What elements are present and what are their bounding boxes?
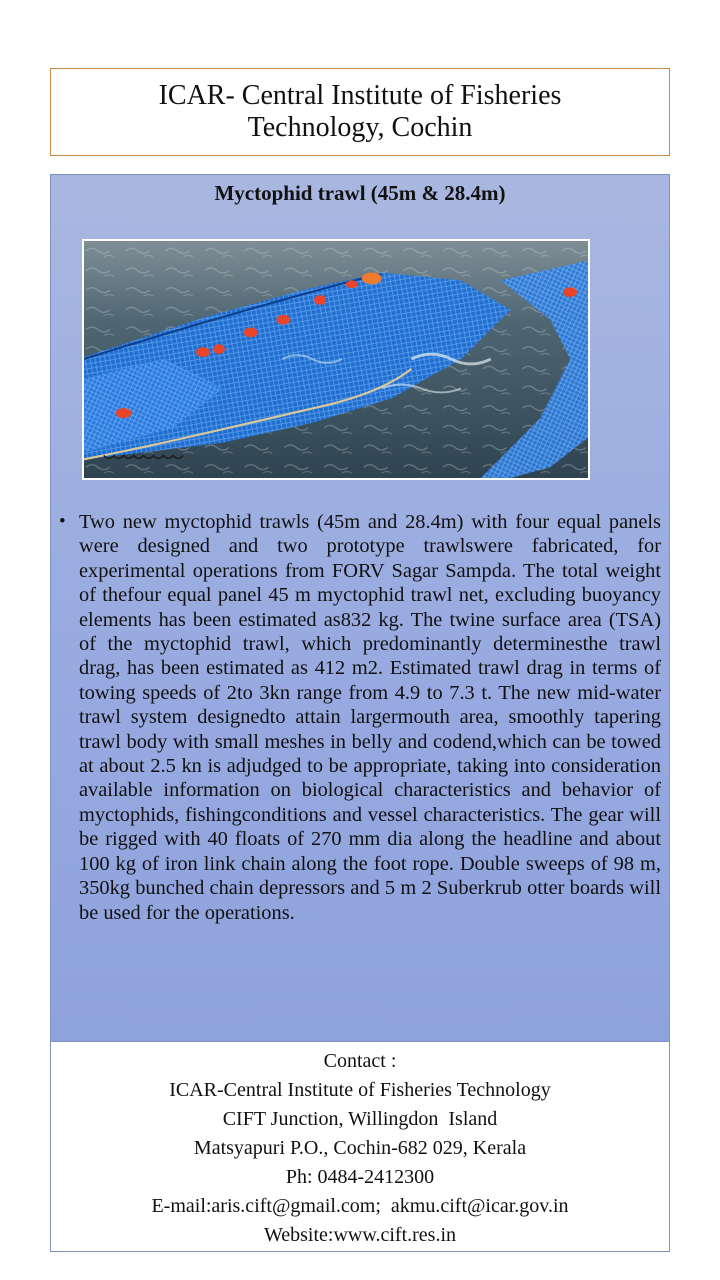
contact-phone: Ph: 0484-2412300 xyxy=(285,1166,435,1188)
description-bullet xyxy=(59,510,661,925)
contact-address-line2: Matsyapuri P.O., Cochin-682 029, Kerala xyxy=(193,1137,527,1159)
contact-email: E-mail:aris.cift@gmail.com; akmu.cift@icar.gov.in xyxy=(151,1195,569,1217)
header-title-line1: ICAR- Central Institute of Fisheries xyxy=(158,80,562,111)
contact-address-line1: CIFT Junction, Willingdon Island xyxy=(222,1108,498,1130)
contact-org: ICAR-Central Institute of Fisheries Technology xyxy=(169,1079,551,1101)
header-title-box xyxy=(50,68,670,156)
content-panel xyxy=(50,174,670,1042)
trawl-net-photo xyxy=(82,239,590,480)
panel-heading: Myctophid trawl (45m & 28.4m) xyxy=(214,181,506,205)
contact-label: Contact : xyxy=(323,1050,397,1072)
trawl-net-illustration xyxy=(84,241,588,478)
bullet-dot: • xyxy=(59,511,66,532)
header-title-line2: Technology, Cochin xyxy=(247,112,473,143)
contact-website: Website:www.cift.res.in xyxy=(263,1224,457,1246)
description-text: Two new myctophid trawls (45m and 28.4m) with four equal panels were designed and two prototype trawlswere fabricated, for experimental operations from FORV Sagar Sampda. The total weight of thefour equal panel 45 m myctophid trawl net, excluding buoyancy elements has been estimated as832 kg. The twine surface area (TSA) of the myctophid trawl, which predominantly determinesthe trawl drag, has been estimated as 412 m2. Estimated trawl drag in terms of towing speeds of 2to 3kn range from 4.9 to 7.3 t. The new mid-water trawl system designedto attain largermouth area, smoothly tapering trawl body with small meshes in belly and codend,which can be towed at about 2.5 kn is adjudged to be appropriate, taking into consideration available information on biological characteristics and behavior of myctophids, fishingconditions and vessel characteristics. The gear will be rigged with 40 floats of 270 mm dia along the headline and about 100 kg of iron link chain along the foot rope. Double sweeps of 98 m, 350kg bunched chain depressors and 5 m 2 Suberkrub otter boards will be used for the operations. xyxy=(79,511,661,924)
contact-box xyxy=(50,1042,670,1252)
